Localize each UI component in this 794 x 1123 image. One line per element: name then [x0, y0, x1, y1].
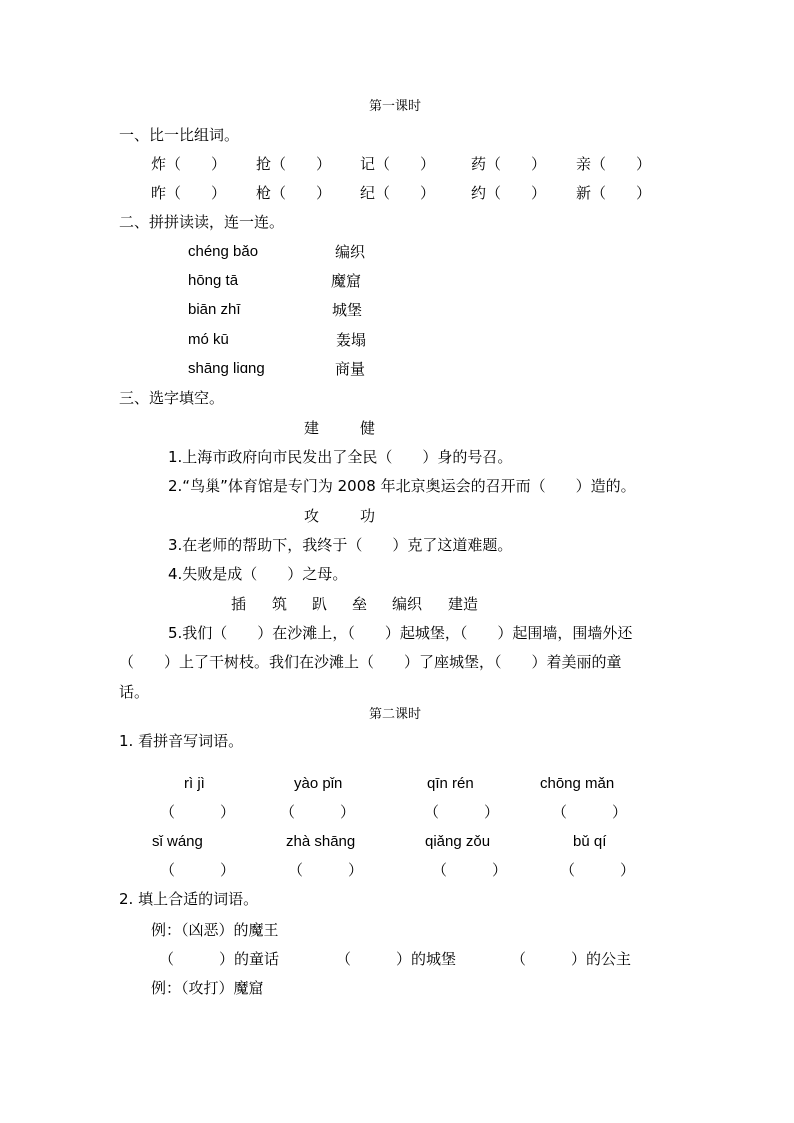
compare-item: 纪（ ）	[360, 184, 436, 202]
question-5-line1: 5.我们（ ）在沙滩上，（ ）起城堡，（ ）起围墙，围墙外还	[168, 624, 633, 642]
word-item: 轰塌	[336, 331, 367, 349]
fill-phrase: （ ）的公主	[511, 950, 632, 968]
answer-blank: （ ）	[280, 803, 356, 821]
choice-char: 健	[360, 419, 376, 437]
pinyin-word: qiǎng zǒu	[425, 833, 491, 850]
question-4: 4.失败是成（ ）之母。	[168, 565, 348, 583]
question-5-line2: （ ）上了干树枝。我们在沙滩上（ ）了座城堡，（ ）着美丽的童	[119, 653, 622, 671]
pinyin-word: yào pǐn	[294, 775, 343, 792]
fill-phrase: （ ）的童话	[159, 950, 280, 968]
question-2: 2.“鸟巢”体育馆是专门为 2008 年北京奥运会的召开而（ ）造的。	[168, 477, 636, 495]
fill-phrase: （ ）的城堡	[336, 950, 457, 968]
lesson2-section2-heading: 2. 填上合适的词语。	[119, 890, 259, 908]
answer-blank: （ ）	[552, 803, 628, 821]
compare-item: 药（ ）	[471, 155, 547, 173]
compare-item: 炸（ ）	[151, 155, 227, 173]
pinyin-word: zhà shāng	[286, 833, 356, 850]
answer-blank: （ ）	[160, 803, 236, 821]
pinyin-item: shāng liɑng	[188, 360, 265, 377]
compare-item: 约（ ）	[471, 184, 547, 202]
choice-word: 插	[231, 595, 247, 613]
choice-word: 筑	[272, 595, 288, 613]
compare-item: 新（ ）	[576, 184, 652, 202]
pinyin-word: bǔ qí	[573, 833, 607, 850]
choice-word: 编织	[392, 595, 423, 613]
choice-word: 趴	[312, 595, 328, 613]
pinyin-word: qīn rén	[427, 775, 474, 792]
answer-blank: （ ）	[424, 803, 500, 821]
compare-item: 亲（ ）	[576, 155, 652, 173]
word-item: 商量	[335, 360, 366, 378]
word-item: 编织	[335, 243, 366, 261]
answer-blank: （ ）	[160, 861, 236, 879]
pinyin-word: chōng mǎn	[540, 775, 615, 792]
compare-item: 昨（ ）	[151, 184, 227, 202]
pinyin-item: hōng tā	[188, 272, 239, 289]
lesson2-section1-heading: 1. 看拼音写词语。	[119, 732, 244, 750]
compare-item: 枪（ ）	[256, 184, 332, 202]
question-5-line3: 话。	[119, 683, 150, 701]
compare-item: 记（ ）	[360, 155, 436, 173]
pinyin-item: biān zhī	[188, 301, 241, 318]
answer-blank: （ ）	[432, 861, 508, 879]
word-item: 城堡	[332, 301, 363, 319]
question-1: 1.上海市政府向市民发出了全民（ ）身的号召。	[168, 448, 513, 466]
answer-blank: （ ）	[288, 861, 364, 879]
pinyin-item: mó kū	[188, 331, 229, 348]
choice-char: 建	[304, 419, 320, 437]
question-3: 3.在老师的帮助下，我终于（ ）克了这道难题。	[168, 536, 513, 554]
lesson1-title: 第一课时	[369, 99, 422, 114]
answer-blank: （ ）	[560, 861, 636, 879]
section1-heading: 一、比一比组词。	[119, 126, 240, 144]
word-item: 魔窟	[331, 272, 362, 290]
example-1: 例：（凶恶）的魔王	[151, 921, 279, 939]
pinyin-word: rì jì	[184, 775, 205, 792]
section3-heading: 三、选字填空。	[119, 389, 225, 407]
pinyin-item: chéng bǎo	[188, 243, 259, 260]
choice-word: 建造	[448, 595, 479, 613]
pinyin-word: sǐ wáng	[152, 833, 203, 850]
section2-heading: 二、拼拼读读，连一连。	[119, 213, 285, 231]
choice-word: 垒	[352, 595, 368, 613]
choice-char: 功	[360, 507, 376, 525]
example-2: 例：（攻打）魔窟	[151, 979, 264, 997]
compare-item: 抢（ ）	[256, 155, 332, 173]
choice-char: 攻	[304, 507, 320, 525]
lesson2-title: 第二课时	[369, 707, 422, 722]
